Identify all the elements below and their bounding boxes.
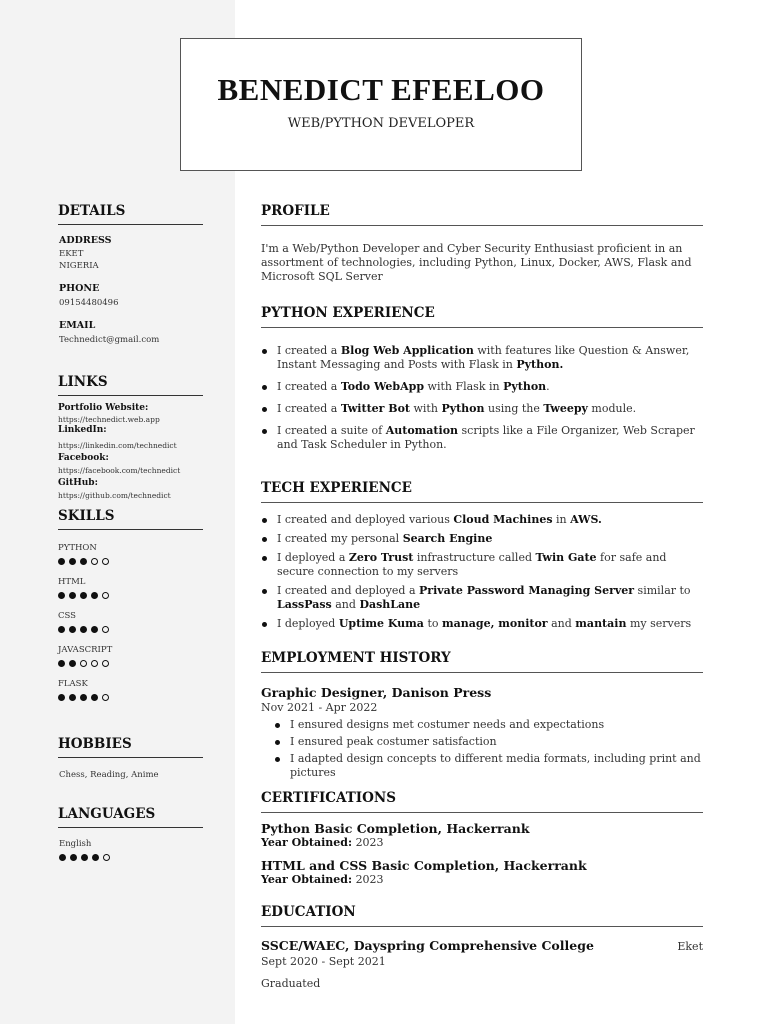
list-item: I created a Blog Web Application with features like Question & Answer, Instant Messaging and Posts with Flask in Python. xyxy=(261,344,703,372)
list-item: I ensured designs met costumer needs and expectations xyxy=(274,718,703,732)
filled-dot-icon xyxy=(91,694,98,701)
filled-dot-icon xyxy=(59,854,66,861)
cert-year-line xyxy=(261,873,703,887)
empty-dot-icon xyxy=(91,660,98,667)
filled-dot-icon xyxy=(91,592,98,599)
empty-dot-icon xyxy=(102,694,109,701)
skill-level-dots xyxy=(58,626,203,633)
filled-dot-icon xyxy=(58,626,65,633)
skill-item xyxy=(58,611,203,633)
list-item: I created and deployed a Private Password Managing Server similar to LassPass and DashLane xyxy=(261,584,703,612)
list-item: I adapted design concepts to different media formats, including print and pictures xyxy=(274,752,703,780)
skill-name: CSS xyxy=(58,611,77,621)
filled-dot-icon xyxy=(80,558,87,565)
list-item: I ensured peak costumer satisfaction xyxy=(274,735,703,749)
filled-dot-icon xyxy=(58,592,65,599)
python-experience-section xyxy=(261,305,703,452)
skill-name: FLASK xyxy=(58,679,88,689)
email-value[interactable]: Technedict@gmail.com xyxy=(59,335,160,345)
job-dates: Nov 2021 - Apr 2022 xyxy=(261,701,378,714)
hobbies-heading: HOBBIES xyxy=(58,736,203,758)
python-experience-list xyxy=(261,344,703,452)
empty-dot-icon xyxy=(103,854,110,861)
address-label: ADDRESS xyxy=(59,235,112,246)
tech-experience-list xyxy=(261,513,703,631)
cert-year-line xyxy=(261,836,703,850)
employment-section xyxy=(261,650,703,780)
python-experience-heading: PYTHON EXPERIENCE xyxy=(261,305,703,328)
employment-heading: EMPLOYMENT HISTORY xyxy=(261,650,703,673)
skill-name: JAVASCRIPT xyxy=(58,645,113,655)
empty-dot-icon xyxy=(102,558,109,565)
filled-dot-icon xyxy=(69,660,76,667)
details-heading: DETAILS xyxy=(58,203,203,225)
filled-dot-icon xyxy=(81,854,88,861)
filled-dot-icon xyxy=(80,694,87,701)
list-item: I created a Todo WebApp with Flask in Python. xyxy=(261,380,703,394)
email-label: EMAIL xyxy=(59,320,96,331)
certifications-section xyxy=(261,790,703,887)
education-status: Graduated xyxy=(261,977,321,990)
filled-dot-icon xyxy=(58,694,65,701)
education-section xyxy=(261,904,703,991)
skill-level-dots xyxy=(58,694,203,701)
empty-dot-icon xyxy=(102,626,109,633)
empty-dot-icon xyxy=(102,660,109,667)
language-item xyxy=(58,839,203,861)
education-heading: EDUCATION xyxy=(261,904,703,927)
filled-dot-icon xyxy=(92,854,99,861)
skill-item xyxy=(58,577,203,599)
name-header-box xyxy=(180,38,582,171)
skills-section xyxy=(58,508,203,713)
empty-dot-icon xyxy=(102,592,109,599)
languages-heading: LANGUAGES xyxy=(58,806,203,828)
skill-name: HTML xyxy=(58,577,86,587)
list-item: I created my personal Search Engine xyxy=(261,532,703,546)
languages-section xyxy=(58,806,203,861)
skill-item xyxy=(58,679,203,701)
skill-level-dots xyxy=(58,558,203,565)
cert-year: 2023 xyxy=(355,836,384,849)
list-item: I created a Twitter Bot with Python using the Tweepy module. xyxy=(261,402,703,416)
list-item: I deployed Uptime Kuma to manage, monitor and mantain my servers xyxy=(261,617,703,631)
certifications-heading: CERTIFICATIONS xyxy=(261,790,703,813)
list-item: I created and deployed various Cloud Machines in AWS. xyxy=(261,513,703,527)
skills-heading: SKILLS xyxy=(58,508,203,530)
language-name: English xyxy=(59,839,92,849)
link-portfolio[interactable]: https://technedict.web.app xyxy=(58,415,160,424)
skill-level-dots xyxy=(58,660,203,667)
link-github[interactable]: https://github.com/technedict xyxy=(58,491,171,500)
skill-level-dots xyxy=(58,592,203,599)
filled-dot-icon xyxy=(70,854,77,861)
hobbies-text: Chess, Reading, Anime xyxy=(59,770,159,780)
skills-list xyxy=(58,543,203,701)
skill-item xyxy=(58,543,203,565)
filled-dot-icon xyxy=(69,626,76,633)
links-section xyxy=(58,374,203,501)
address-line-2: NIGERIA xyxy=(59,261,99,271)
language-level-dots xyxy=(59,854,203,861)
links-heading: LINKS xyxy=(58,374,203,396)
profile-heading: PROFILE xyxy=(261,203,703,226)
hobbies-section xyxy=(58,736,203,781)
job-title: Graphic Designer, Danison Press xyxy=(261,685,492,700)
profile-section xyxy=(261,203,703,284)
list-item: I created a suite of Automation scripts like a File Organizer, Web Scraper and Task Scheduler in Python. xyxy=(261,424,703,452)
filled-dot-icon xyxy=(91,626,98,633)
link-linkedin[interactable]: https://linkedin.com/technedict xyxy=(58,441,177,450)
filled-dot-icon xyxy=(69,592,76,599)
education-dates: Sept 2020 - Sept 2021 xyxy=(261,955,386,968)
link-label-github: GitHub: xyxy=(58,478,98,488)
employment-list xyxy=(261,718,703,780)
filled-dot-icon xyxy=(69,558,76,565)
profile-text: I'm a Web/Python Developer and Cyber Security Enthusiast proficient in an assortment of technologies, including Python, Linux, Docker, AWS, Flask and Microsoft SQL Server xyxy=(261,242,692,283)
tech-experience-section xyxy=(261,480,703,631)
link-label-portfolio: Portfolio Website: xyxy=(58,403,149,413)
phone-label: PHONE xyxy=(59,283,100,294)
filled-dot-icon xyxy=(58,558,65,565)
phone-value: 09154480496 xyxy=(59,298,119,308)
filled-dot-icon xyxy=(80,592,87,599)
tech-experience-heading: TECH EXPERIENCE xyxy=(261,480,703,503)
empty-dot-icon xyxy=(91,558,98,565)
cert-title: Python Basic Completion, Hackerrank xyxy=(261,821,530,836)
address-line-1: EKET xyxy=(59,249,84,259)
cert-title: HTML and CSS Basic Completion, Hackerrank xyxy=(261,858,587,873)
skill-item xyxy=(58,645,203,667)
education-school: SSCE/WAEC, Dayspring Comprehensive College xyxy=(261,938,594,953)
cert-year: 2023 xyxy=(355,873,384,886)
candidate-role: WEB/PYTHON DEVELOPER xyxy=(287,116,475,131)
link-facebook[interactable]: https://facebook.com/technedict xyxy=(58,466,181,475)
filled-dot-icon xyxy=(80,626,87,633)
filled-dot-icon xyxy=(58,660,65,667)
candidate-name: BENEDICT EFEELOO xyxy=(217,72,545,107)
cert-year-label: Year Obtained: xyxy=(261,873,353,886)
empty-dot-icon xyxy=(80,660,87,667)
education-location: Eket xyxy=(677,940,703,953)
skill-name: PYTHON xyxy=(58,543,97,553)
details-section xyxy=(58,203,203,346)
link-label-linkedin: LinkedIn: xyxy=(58,425,107,435)
list-item: I deployed a Zero Trust infrastructure called Twin Gate for safe and secure connection to my servers xyxy=(261,551,703,579)
filled-dot-icon xyxy=(69,694,76,701)
cert-year-label: Year Obtained: xyxy=(261,836,353,849)
link-label-facebook: Facebook: xyxy=(58,453,109,463)
